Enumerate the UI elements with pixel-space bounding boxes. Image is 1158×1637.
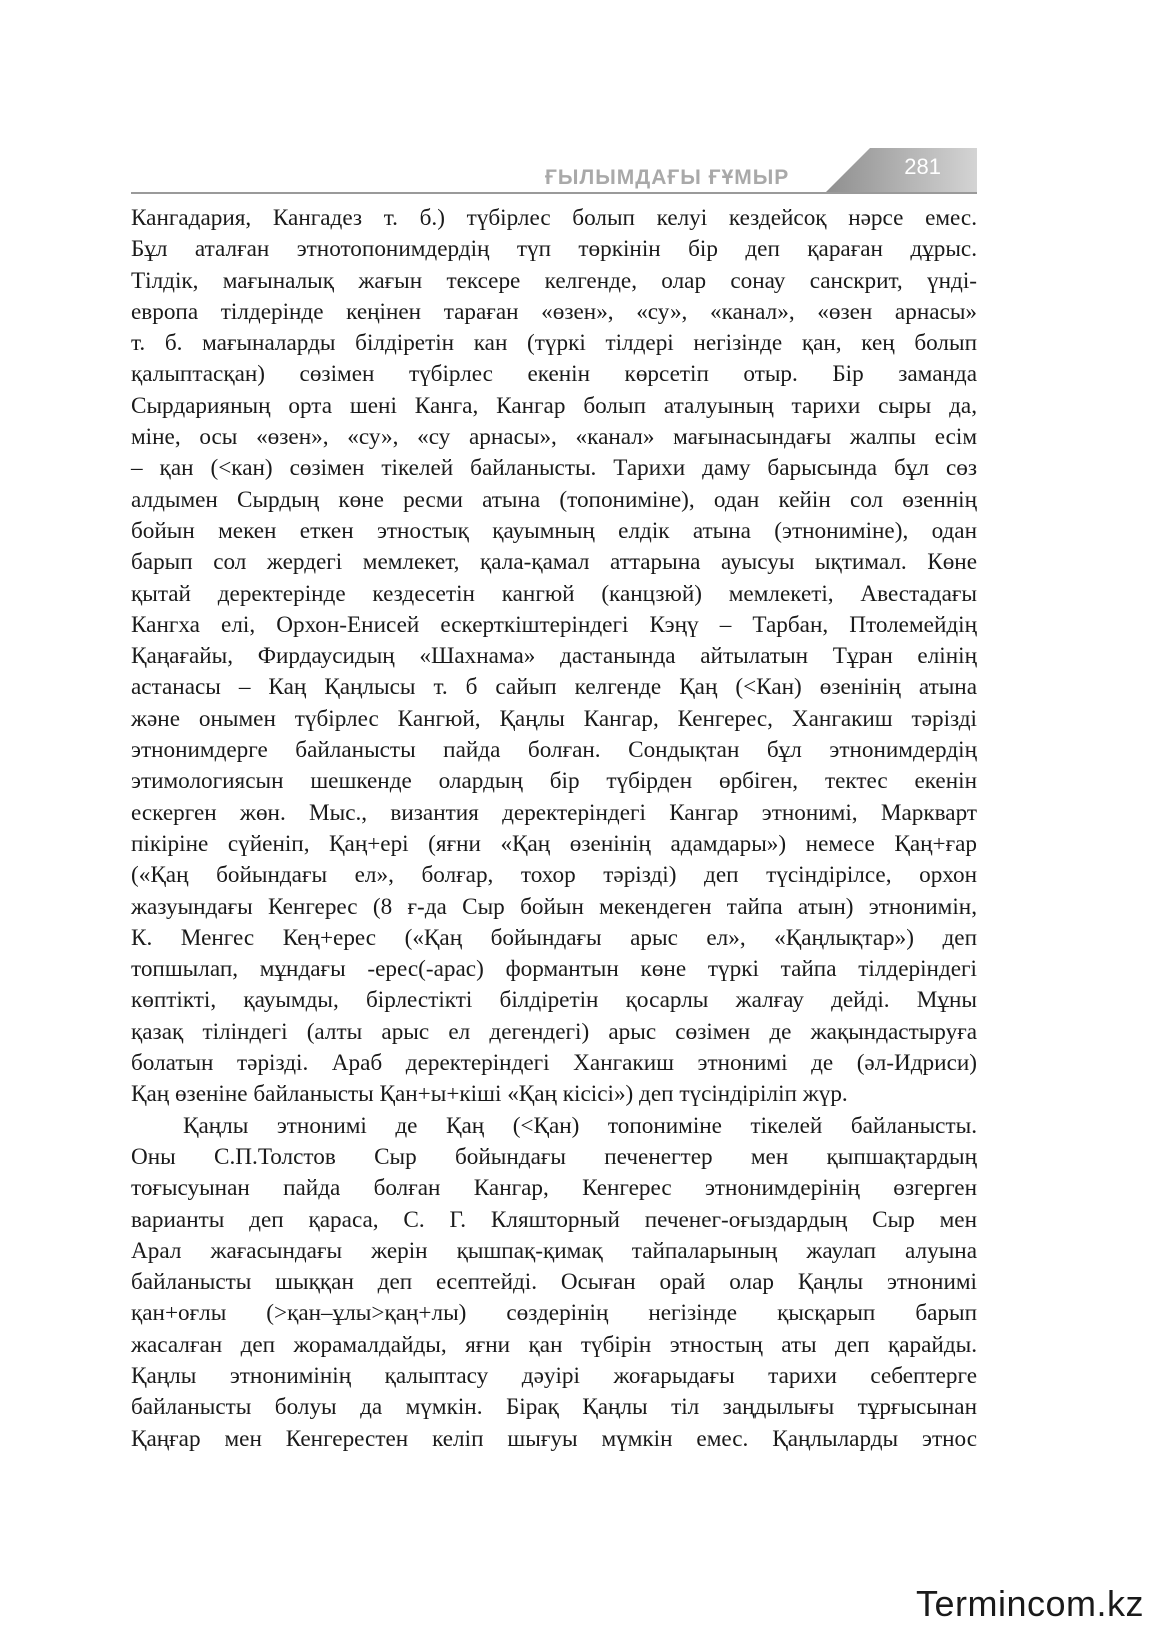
text-line: ескерген жөн. Мыс., византия деректеріндегі Кангар этнонимі, Маркварт: [131, 799, 977, 826]
body-text: [131, 203, 977, 1455]
watermark-logo: Termincom.kz: [915, 1583, 1144, 1624]
text-line: тоғысуынан пайда болған Кангар, Кенгерес этнонимдерінің өзгерген: [131, 1175, 977, 1202]
text-line: варианты деп қараса, С. Г. Кляшторный печенег-оғыздардың Сыр мен: [131, 1206, 977, 1233]
paragraph-1: [131, 203, 977, 1111]
text-line: астанасы – Каң Қаңлысы т. б сайып келгенде Қаң (<Кан) өзенінің атына: [131, 674, 977, 701]
text-line: Сырдарияның орта шені Канга, Кангар болып аталуының тарихи сыры да,: [131, 392, 977, 419]
text-line: этимологиясын шешкенде олардың бір түбірден өрбіген, тектес екенін: [131, 768, 977, 795]
text-line: Қаң өзеніне байланысты Қан+ы+кіші «Қаң кісісі») деп түсіндіріліп жүр.: [131, 1081, 848, 1108]
text-line: байланысты шыққан деп есептейді. Осыған орай олар Қаңлы этнонимі: [131, 1269, 977, 1296]
text-line: байланысты болуы да мүмкін. Бірақ Қаңлы тіл заңдылығы тұрғысынан: [131, 1394, 977, 1421]
text-line: қан+оғлы (>қан–ұлы>қаң+лы) сөздерінің негізінде қысқарып барып: [131, 1300, 977, 1327]
page-number: 281: [904, 154, 941, 179]
text-line: К. Менгес Кең+ерес («Қаң бойындағы арыс ел», «Қаңлықтар») деп: [131, 924, 977, 951]
text-line: Қаңлы этнонимінің қалыптасу дәуірі жоғарыдағы тарихи себептерге: [131, 1362, 977, 1389]
text-line: пікіріне сүйеніп, Қаң+ері (яғни «Қаң өзенінің адамдары») немесе Қаң+ғар: [131, 830, 977, 857]
text-line: жазуындағы Кенгерес (8 ғ-да Сыр бойын мекендеген тайпа атын) этнонимін,: [131, 893, 977, 920]
text-line: Арал жағасындағы жерін қышпақ-қимақ тайпаларының жаулап алуына: [131, 1237, 977, 1264]
text-line: Бұл аталған этнотопонимдердің түп төркінін бір деп қараған дұрыс.: [131, 236, 977, 263]
text-line: топшылап, мұндағы -ерес(-арас) формантын көне түркі тайпа тілдеріндегі: [131, 956, 977, 983]
text-line: жасалған деп жорамалдайды, яғни қан түбірін этностың аты деп қарайды.: [131, 1331, 977, 1358]
text-line: көптікті, қауымды, бірлестікті білдіретін қосарлы жалғау дейді. Мұны: [131, 987, 977, 1014]
text-line: («Қаң бойындағы ел», болғар, тохор тәрізді) деп түсіндірілсе, орхон: [131, 862, 977, 889]
text-line: Қаңлы этнонимі де Қаң (<Қан) топониміне тікелей байланысты.: [183, 1112, 977, 1139]
running-header-title: ҒЫЛЫМДАҒЫ ҒҰМЫР: [545, 166, 790, 189]
text-line: Кангха елі, Орхон-Енисей ескерткіштеріндегі Кэңү – Тарбан, Птолемейдің: [131, 611, 977, 638]
paragraph-2: [131, 1111, 977, 1455]
header-tab-shape: [826, 148, 977, 192]
text-line: Қаңағайы, Фирдаусидың «Шахнама» дастанында айтылатын Тұран елінің: [131, 643, 977, 670]
text-line: қытай деректерінде кездесетін кангюй (канцзюй) мемлекеті, Авестадағы: [131, 580, 977, 607]
text-line: Кангадария, Кангадез т. б.) түбірлес болып келуі кездейсоқ нәрсе емес.: [131, 205, 977, 231]
text-line: Қаңғар мен Кенгерестен келіп шығуы мүмкін емес. Қаңлыларды этнос: [131, 1425, 977, 1452]
text-line: қалыптасқан) сөзімен түбірлес екенін көрсетіп отыр. Бір заманда: [131, 361, 977, 388]
text-line: Тілдік, мағыналық жағын тексере келгенде, олар сонау санскрит, үнді-: [131, 267, 977, 294]
running-header: [131, 148, 977, 194]
text-line: міне, осы «өзен», «су», «су арнасы», «канал» мағынасындағы жалпы есім: [131, 424, 977, 451]
text-line: – қан (<кан) сөзімен тікелей байланысты. Тарихи даму барысында бұл сөз: [131, 455, 977, 482]
text-line: алдымен Сырдың көне ресми атына (топониміне), одан кейін сол өзеннің: [131, 486, 977, 513]
header-rule: [131, 192, 977, 194]
text-line: этнонимдерге байланысты пайда болған. Сондықтан бұл этнонимдердің: [131, 737, 977, 764]
text-line: Оны С.П.Толстов Сыр бойындағы печенегтер мен қыпшақтардың: [131, 1143, 977, 1170]
text-line: қазақ тіліндегі (алты арыс ел дегендегі) арыс сөзімен де жақындастыруға: [131, 1018, 977, 1045]
text-line: т. б. мағыналарды білдіретін кан (түркі тілдері негізінде қан, кең болып: [131, 330, 977, 357]
text-line: және онымен түбірлес Кангюй, Қаңлы Кангар, Кенгерес, Хангакиш тәрізді: [131, 705, 977, 732]
text-line: болатын тәрізді. Араб деректеріндегі Хангакиш этнонимі де (әл-Идриси): [131, 1050, 977, 1077]
text-line: барып сол жердегі мемлекет, қала-қамал аттарына ауысуы ықтимал. Көне: [131, 549, 977, 576]
text-line: бойын мекен еткен этностық қауымның елдік атына (этнониміне), одан: [131, 517, 977, 544]
text-line: европа тілдерінде кеңінен тараған «өзен», «су», «канал», «өзен арнасы»: [131, 298, 977, 325]
